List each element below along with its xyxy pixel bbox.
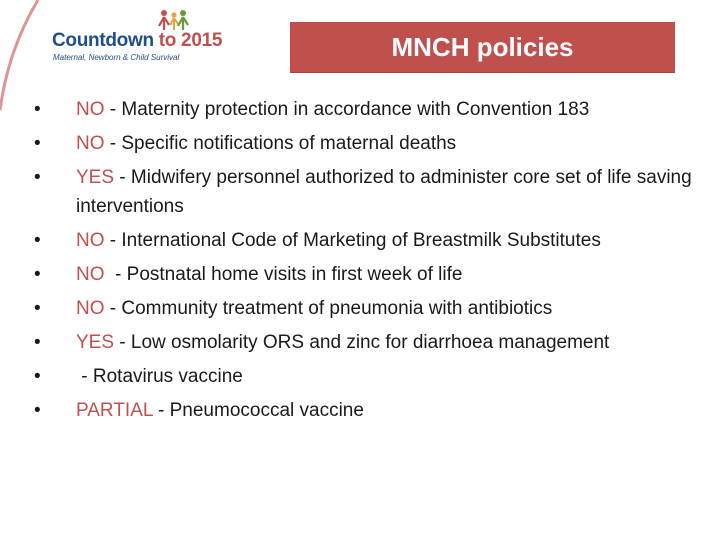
policy-text: - Pneumococcal vaccine bbox=[152, 399, 364, 421]
bullet-icon: • bbox=[34, 263, 41, 285]
logo-word-year: to 2015 bbox=[153, 30, 223, 51]
policy-status: NO bbox=[76, 133, 105, 154]
policy-status: NO bbox=[76, 99, 105, 120]
list-item bbox=[34, 329, 704, 358]
bullet-icon: • bbox=[34, 399, 41, 421]
bullet-icon: • bbox=[34, 331, 41, 353]
bullet-icon: • bbox=[34, 297, 41, 319]
policy-text: - Rotavirus vaccine bbox=[76, 365, 243, 387]
list-item bbox=[34, 295, 704, 324]
policy-text: - Low osmolarity ORS and zinc for diarrhoea management bbox=[114, 331, 610, 353]
list-item bbox=[34, 96, 704, 125]
policy-status: YES bbox=[76, 331, 115, 353]
policy-status: NO bbox=[76, 263, 105, 285]
policy-list bbox=[34, 96, 704, 431]
logo-word-countdown: Countdown bbox=[52, 30, 154, 51]
page-title: MNCH policies bbox=[391, 31, 574, 62]
list-item bbox=[34, 363, 704, 392]
bullet-icon: • bbox=[34, 167, 41, 188]
title-banner bbox=[290, 22, 675, 73]
list-item bbox=[34, 227, 704, 256]
logo-wordmark bbox=[52, 30, 222, 52]
policy-status: NO bbox=[76, 297, 105, 319]
policy-text: - Maternity protection in accordance with Convention 183 bbox=[104, 99, 590, 120]
bullet-icon: • bbox=[34, 229, 41, 251]
policy-text: - Specific notifications of maternal deaths bbox=[104, 133, 457, 154]
policy-status: YES bbox=[76, 167, 115, 188]
list-item bbox=[34, 164, 704, 221]
list-item bbox=[34, 261, 704, 290]
logo-tagline: Maternal, Newborn & Child Survival bbox=[53, 53, 180, 62]
policy-status: NO bbox=[76, 229, 105, 251]
policy-text: - Midwifery personnel authorized to administer core set of life saving interventions bbox=[76, 167, 692, 217]
policy-text: - Community treatment of pneumonia with antibiotics bbox=[104, 297, 553, 319]
policy-status: PARTIAL bbox=[76, 399, 153, 421]
policy-text: - International Code of Marketing of Breastmilk Substitutes bbox=[104, 229, 601, 251]
bullet-icon: • bbox=[34, 365, 41, 387]
countdown-logo bbox=[52, 8, 222, 70]
list-item bbox=[34, 130, 704, 159]
list-item bbox=[34, 397, 704, 426]
policy-text: - Postnatal home visits in first week of life bbox=[104, 263, 463, 285]
bullet-icon: • bbox=[34, 99, 41, 120]
bullet-icon: • bbox=[34, 133, 41, 154]
